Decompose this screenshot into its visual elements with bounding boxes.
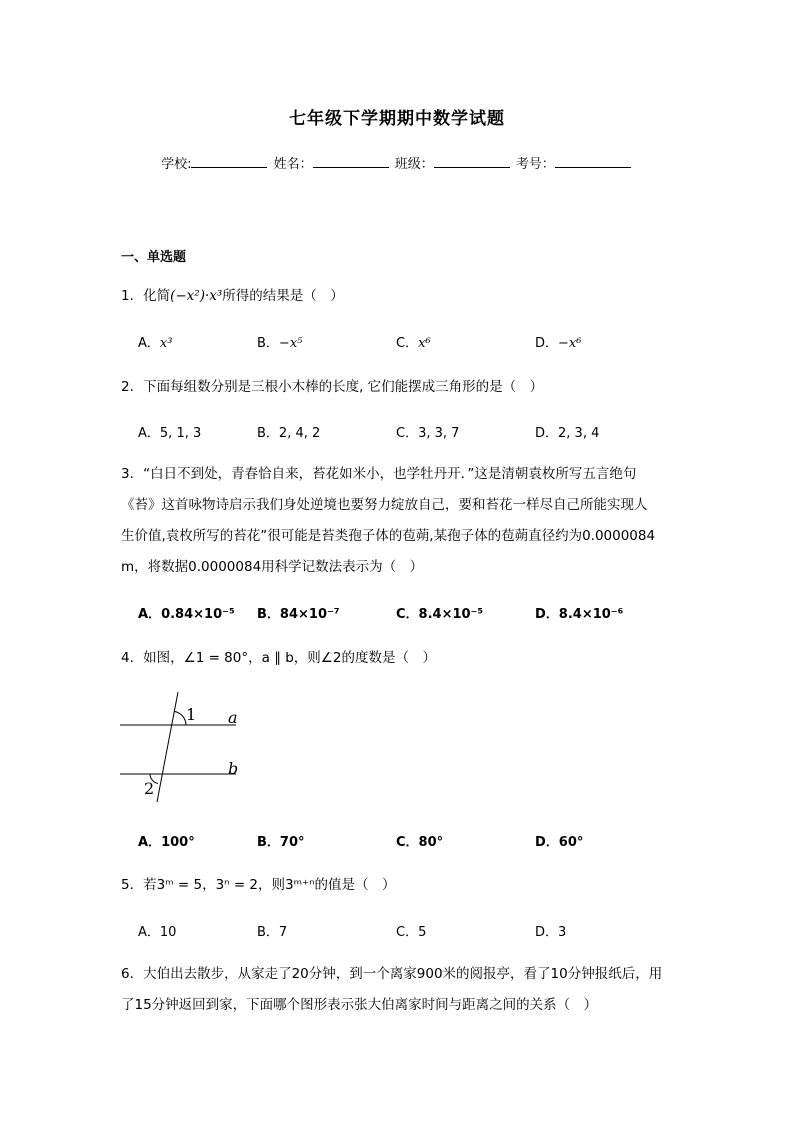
option-c[interactable]: C．80° bbox=[396, 835, 444, 850]
parallel-lines-figure bbox=[114, 688, 254, 806]
school-blank[interactable] bbox=[191, 155, 267, 168]
option-c[interactable]: C．5 bbox=[396, 925, 427, 940]
question-2: 2．下面每组数分别是三根小木棒的长度, 它们能摆成三角形的是（ ） bbox=[121, 379, 544, 395]
exam-number-label: 考号： bbox=[515, 157, 555, 172]
question-4-options bbox=[138, 831, 698, 851]
option-b[interactable]: B．70° bbox=[257, 835, 305, 850]
name-label: 姓名： bbox=[273, 157, 313, 172]
math-expression: (−x²)·x³ bbox=[170, 288, 223, 304]
option-d[interactable]: D．3 bbox=[535, 925, 567, 940]
option-d[interactable]: D．60° bbox=[535, 835, 584, 850]
option-c[interactable]: C．3, 3, 7 bbox=[396, 426, 460, 441]
question-number: 1． bbox=[121, 288, 144, 304]
question-line: 6．大伯出去散步，从家走了20分钟，到一个离家900米的阅报亭，看了10分钟报纸后，用 bbox=[121, 966, 663, 982]
line-a-label: a bbox=[228, 708, 238, 727]
question-5: 5．若3ᵐ = 5，3ⁿ = 2，则3ᵐ⁺ⁿ的值是（ ） bbox=[121, 877, 396, 893]
option-b[interactable]: B．84×10⁻⁷ bbox=[257, 607, 340, 622]
option-a[interactable]: A．5, 1, 3 bbox=[138, 426, 202, 441]
question-text: 化简 bbox=[143, 288, 171, 304]
option-c[interactable]: C．8.4×10⁻⁵ bbox=[396, 607, 484, 622]
page-title: 七年级下学期期中数学试题 bbox=[289, 109, 505, 129]
angle-2-label: 2 bbox=[144, 779, 155, 798]
exam-number-blank[interactable] bbox=[555, 155, 631, 168]
question-3-options bbox=[138, 603, 698, 623]
question-line: 生价值,袁枚所写的苔花”很可能是苔类孢子体的苞蒴,某孢子体的苞蒴直径约为0.0000084 bbox=[121, 528, 656, 544]
question-line: 3．“白日不到处，青春恰自来，苔花如米小，也学牡丹开．”这是清朝袁枚所写五言绝句 bbox=[121, 466, 637, 482]
option-a[interactable]: A．100° bbox=[138, 835, 195, 850]
question-2-options bbox=[138, 422, 698, 442]
line-b-label: b bbox=[228, 759, 239, 778]
option-a[interactable]: A．x³ bbox=[138, 336, 173, 351]
class-blank[interactable] bbox=[434, 155, 510, 168]
name-blank[interactable] bbox=[313, 155, 389, 168]
option-d[interactable]: D．8.4×10⁻⁶ bbox=[535, 607, 624, 622]
option-a[interactable]: A．10 bbox=[138, 925, 177, 940]
question-3 bbox=[121, 461, 691, 585]
school-label: 学校: bbox=[161, 157, 192, 172]
question-6 bbox=[121, 961, 691, 1023]
question-4: 4．如图，∠1 = 80°，a ∥ b，则∠2的度数是（ ） bbox=[121, 650, 436, 666]
option-a[interactable]: A．0.84×10⁻⁵ bbox=[138, 607, 235, 622]
angle-1-arc bbox=[175, 712, 186, 726]
section-heading: 一、单选题 bbox=[121, 250, 187, 265]
question-line: 了15分钟返回到家，下面哪个图形表示张大伯离家时间与距离之间的关系（ ） bbox=[121, 997, 598, 1013]
question-text: 所得的结果是（ ） bbox=[222, 288, 344, 304]
question-1 bbox=[121, 283, 681, 309]
option-c[interactable]: C．x⁶ bbox=[396, 336, 431, 351]
question-1-options bbox=[138, 332, 698, 352]
class-label: 班级： bbox=[394, 157, 434, 172]
option-d[interactable]: D．−x⁶ bbox=[535, 336, 582, 351]
question-line: 《苔》这首咏物诗启示我们身处逆境也要努力绽放自己，要和苔花一样尽自己所能实现人 bbox=[121, 497, 648, 513]
transversal-line bbox=[157, 692, 178, 802]
angle-1-label: 1 bbox=[186, 705, 197, 724]
option-d[interactable]: D．2, 3, 4 bbox=[535, 426, 600, 441]
option-b[interactable]: B．2, 4, 2 bbox=[257, 426, 321, 441]
question-5-options bbox=[138, 921, 698, 941]
option-b[interactable]: B．−x⁵ bbox=[257, 336, 303, 351]
option-b[interactable]: B．7 bbox=[257, 925, 288, 940]
student-info-row bbox=[0, 153, 794, 172]
question-line: m，将数据0.0000084用科学记数法表示为（ ） bbox=[121, 559, 424, 575]
